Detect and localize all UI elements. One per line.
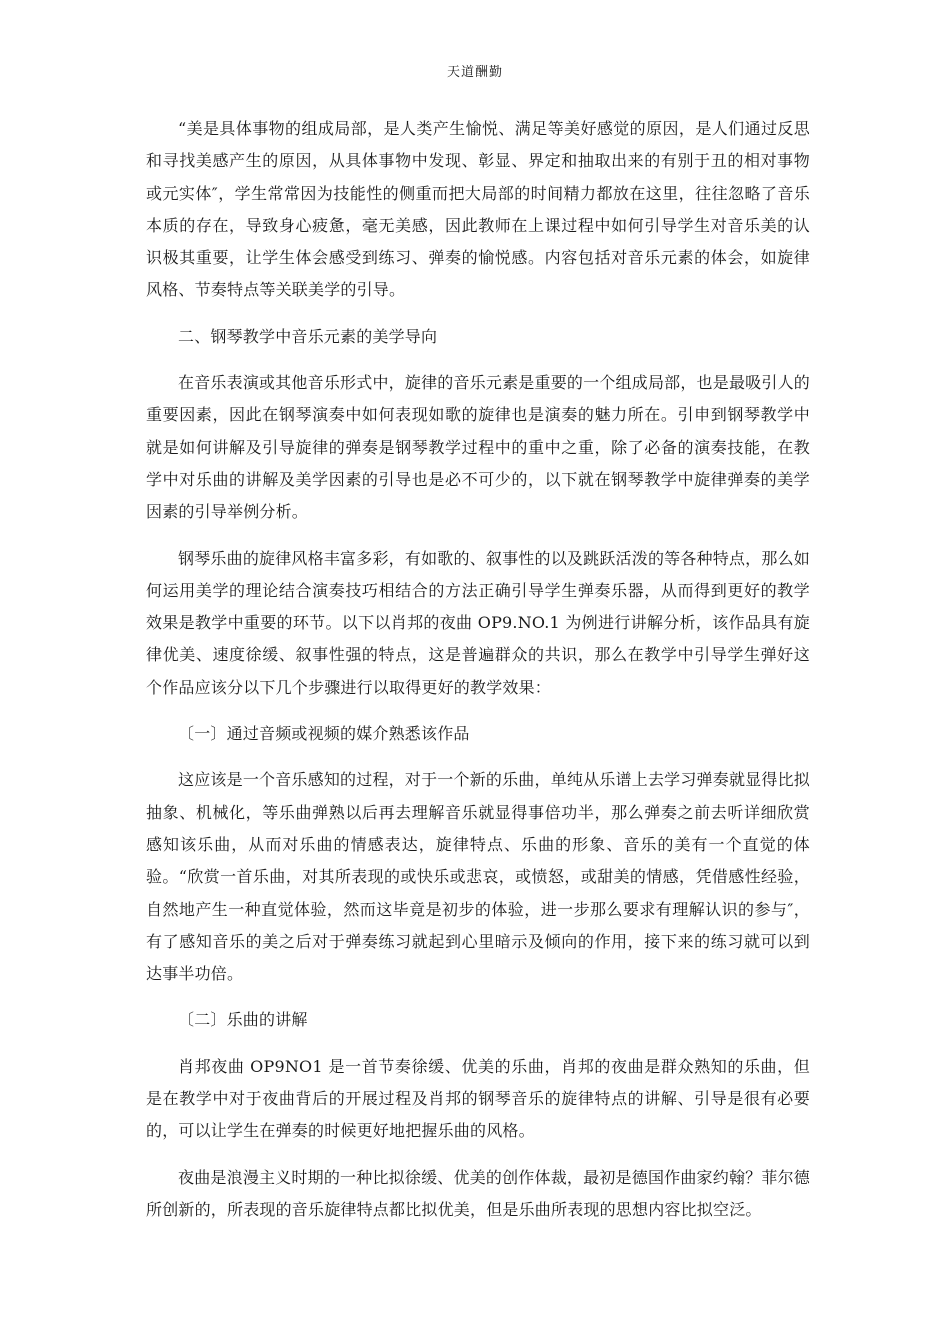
subsection-heading-2: 〔二〕乐曲的讲解 bbox=[178, 1010, 308, 1030]
section-heading-2: 二、钢琴教学中音乐元素的美学导向 bbox=[178, 326, 438, 346]
paragraph-melody-style: 钢琴乐曲的旋律风格丰富多彩，有如歌的、叙事性的以及跳跃活泼的等各种特点，那么如何运用美学的理论结合演奏技巧相结合的方法正确引导学生弹奏乐器，从而得到更好的教学效果是教学中重要的环节。以下以肖邦的夜曲 OP9.NO.1 为例进行讲解分析，该作品具有旋律优美、速度徐缓、叙事性强的特点，这是普遍群众的共识，那么在教学中引导学生弹好这个作品应该分以下几个步骤进行以取得更好的教学效果： bbox=[146, 548, 810, 697]
paragraph-melody-element: 在音乐表演或其他音乐形式中，旋律的音乐元素是重要的一个组成局部，也是最吸引人的重要因素，因此在钢琴演奏中如何表现如歌的旋律也是演奏的魅力所在。引申到钢琴教学中就是如何讲解及引导旋律的弹奏是钢琴教学过程中的重中之重，除了必备的演奏技能，在教学中对乐曲的讲解及美学因素的引导也是必不可少的，以下就在钢琴教学中旋律弹奏的美学因素的引导举例分析。 bbox=[146, 373, 810, 522]
document-body bbox=[146, 113, 810, 1240]
paragraph-music-perception: 这应该是一个音乐感知的过程，对于一个新的乐曲，单纯从乐谱上去学习弹奏就显得比拟抽象、机械化，等乐曲弹熟以后再去理解音乐就显得事倍功半，那么弹奏之前去听详细欣赏感知该乐曲，从而对乐曲的情感表达，旋律特点、乐曲的形象、音乐的美有一个直觉的体验。“欣赏一首乐曲，对其所表现的或快乐或悲哀，或愤怒，或甜美的情感，凭借感性经验，自然地产生一种直觉体验，然而这毕竟是初步的体验，进一步那么要求有理解认识的参与″，有了感知音乐的美之后对于弹奏练习就起到心里暗示及倾向的作用，接下来的练习就可以到达事半功倍。 bbox=[146, 770, 810, 984]
page-header: 天道酬勤 bbox=[446, 65, 503, 80]
subsection-heading-1: 〔一〕通过音频或视频的媒介熟悉该作品 bbox=[178, 724, 470, 744]
paragraph-beauty-definition: “美是具体事物的组成局部，是人类产生愉悦、满足等美好感觉的原因，是人们通过反思和寻找美感产生的原因，从具体事物中发现、彰显、界定和抽取出来的有别于丑的相对事物或元实体″，学生常常因为技能性的侧重而把大局部的时间精力都放在这里，往往忽略了音乐本质的存在，导致身心疲惫，毫无美感，因此教师在上课过程中如何引导学生对音乐美的认识极其重要，让学生体会感受到练习、弹奏的愉悦感。内容包括对音乐元素的体会，如旋律风格、节奏特点等关联美学的引导。 bbox=[146, 119, 810, 300]
paragraph-nocturne-explanation: 肖邦夜曲 OP9NO1 是一首节奏徐缓、优美的乐曲，肖邦的夜曲是群众熟知的乐曲，但是在教学中对于夜曲背后的开展过程及肖邦的钢琴音乐的旋律特点的讲解、引导是很有必要的，可以让学生在弹奏的时候更好地把握乐曲的风格。 bbox=[146, 1056, 810, 1141]
paragraph-nocturne-history: 夜曲是浪漫主义时期的一种比拟徐缓、优美的创作体裁，最初是德国作曲家约翰？菲尔德所创新的，所表现的音乐旋律特点都比拟优美，但是乐曲所表现的思想内容比拟空泛。 bbox=[146, 1167, 810, 1219]
